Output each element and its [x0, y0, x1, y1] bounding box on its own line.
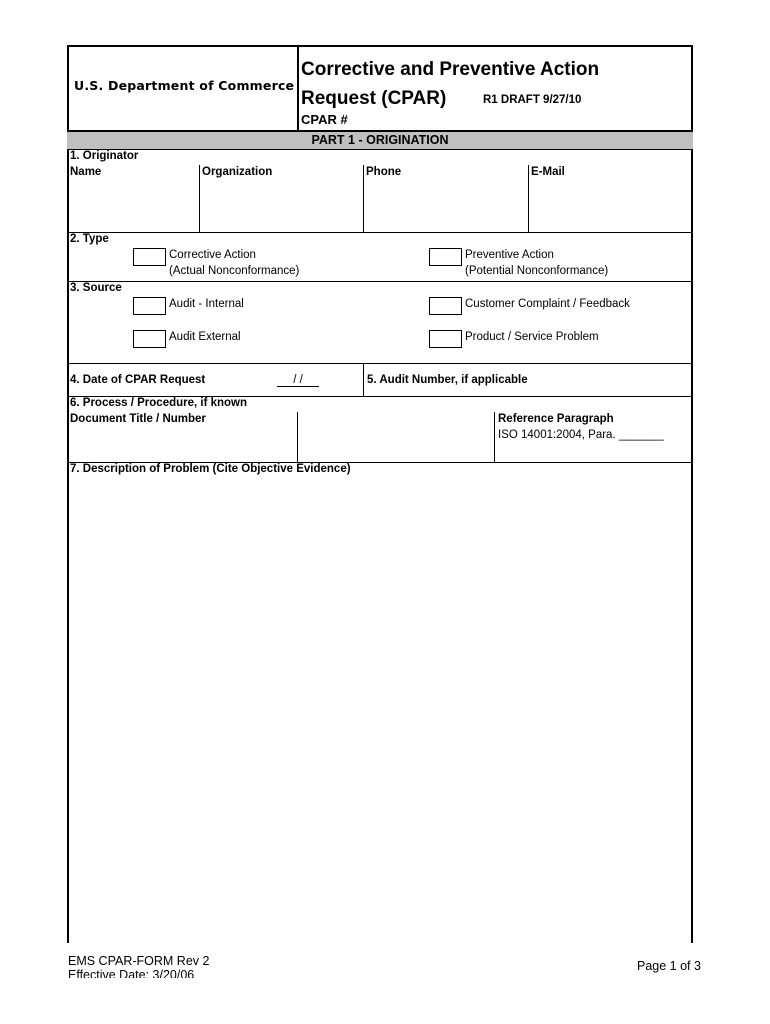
form-title-line1: Corrective and Preventive Action: [301, 59, 600, 80]
footer-effective-date-clip: [68, 968, 268, 978]
name-field[interactable]: [69, 182, 198, 231]
col-divider-ref: [494, 412, 495, 462]
part1-heading: PART 1 - ORIGINATION: [311, 133, 449, 147]
preventive-action-sub: (Potential Nonconformance): [465, 265, 609, 277]
organization-label: Organization: [202, 166, 273, 178]
corrective-action-checkbox[interactable]: [133, 248, 166, 266]
process-section-label: 6. Process / Procedure, if known: [70, 397, 248, 409]
audit-external-label: Audit External: [169, 331, 241, 343]
name-label: Name: [70, 166, 102, 178]
row-divider: [67, 281, 693, 282]
form-title-line2: Request (CPAR): [301, 88, 447, 109]
product-problem-checkbox[interactable]: [429, 330, 462, 348]
type-section-label: 2. Type: [70, 233, 109, 245]
document-title-field[interactable]: [299, 412, 493, 461]
source-section-label: 3. Source: [70, 282, 122, 294]
preventive-action-checkbox[interactable]: [429, 248, 462, 266]
footer-effective-date: Effective Date: 3/20/06: [68, 968, 195, 978]
corrective-action-sub: (Actual Nonconformance): [169, 265, 300, 277]
customer-complaint-label: Customer Complaint / Feedback: [465, 298, 630, 310]
footer-form-name: EMS CPAR-FORM Rev 2: [68, 954, 210, 968]
audit-internal-label: Audit - Internal: [169, 298, 244, 310]
originator-section-label: 1. Originator: [70, 150, 139, 162]
col-divider-audit: [363, 363, 364, 397]
footer-page-number: Page 1 of 3: [637, 959, 701, 973]
email-field[interactable]: [530, 182, 691, 231]
header-divider: [297, 45, 299, 131]
preventive-action-label: Preventive Action: [465, 249, 554, 261]
date-request-label: 4. Date of CPAR Request: [70, 374, 206, 386]
date-request-value[interactable]: / /: [277, 374, 319, 387]
email-label: E-Mail: [531, 166, 565, 178]
description-section-label: 7. Description of Problem (Cite Objective Evidence): [70, 463, 351, 475]
reference-paragraph-value[interactable]: ISO 14001:2004, Para. _______: [498, 429, 664, 441]
document-title-label: Document Title / Number: [70, 413, 206, 425]
audit-internal-checkbox[interactable]: [133, 297, 166, 315]
col-divider-email: [528, 165, 529, 232]
part1-heading-bar: [67, 130, 693, 150]
corrective-action-label: Corrective Action: [169, 249, 256, 261]
audit-number-label: 5. Audit Number, if applicable: [367, 374, 528, 386]
col-divider-phone: [363, 165, 364, 232]
row-divider: [67, 363, 693, 364]
department-name: U.S. Department of Commerce: [74, 78, 295, 93]
draft-label: R1 DRAFT 9/27/10: [483, 94, 582, 106]
cpar-number-label: CPAR #: [301, 112, 348, 127]
product-problem-label: Product / Service Problem: [465, 331, 599, 343]
organization-field[interactable]: [201, 182, 362, 231]
phone-field[interactable]: [365, 182, 527, 231]
col-divider-doc: [297, 412, 298, 462]
row-divider: [67, 232, 693, 233]
reference-paragraph-label: Reference Paragraph: [498, 413, 614, 425]
customer-complaint-checkbox[interactable]: [429, 297, 462, 315]
description-field[interactable]: [69, 480, 691, 940]
audit-external-checkbox[interactable]: [133, 330, 166, 348]
phone-label: Phone: [366, 166, 402, 178]
col-divider-org: [199, 165, 200, 232]
